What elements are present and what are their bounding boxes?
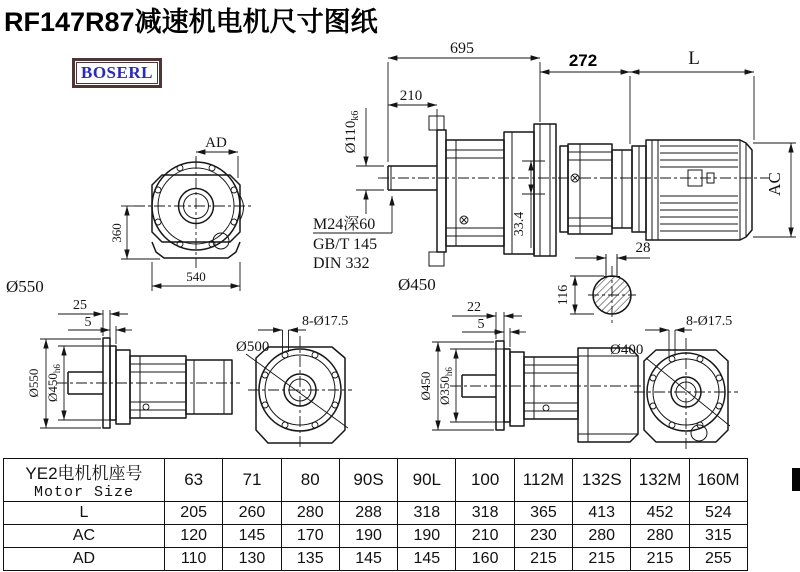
spigot350-value: Ø350 — [437, 376, 452, 405]
table-cell: 205 — [165, 502, 223, 525]
column-header: 132M — [631, 459, 689, 502]
table-cell: 210 — [456, 525, 514, 548]
dim-540-label: 540 — [186, 269, 206, 284]
shaft-dia-tolerance: k6 — [350, 110, 361, 121]
table-cell: 413 — [573, 502, 631, 525]
dim-od550-label: Ø550 — [26, 368, 41, 398]
spigot450-value: Ø450 — [45, 373, 60, 402]
page-title: RF147R87减速机电机尺寸图纸 — [4, 7, 378, 37]
dim-l-label: L — [688, 48, 700, 69]
table-cell: 280 — [573, 525, 631, 548]
column-header: 90S — [339, 459, 397, 502]
table-cell: 130 — [223, 548, 281, 571]
gb-standard-note: GB/T 145 — [313, 236, 378, 253]
column-header: 90L — [398, 459, 456, 502]
table-row — [4, 502, 748, 525]
dim-ac-label: AC — [765, 172, 784, 196]
motor-size-header-en: Motor Size — [33, 484, 134, 501]
table-cell: 135 — [281, 548, 339, 571]
column-header: 71 — [223, 459, 281, 502]
table-cell: 145 — [223, 525, 281, 548]
dim-360-label: 360 — [109, 223, 124, 243]
dim-400-label: Ø400 — [610, 342, 644, 358]
table-body — [4, 502, 748, 571]
spigot450-tolerance: h6 — [52, 364, 62, 374]
dim-spigot450-label — [45, 364, 62, 402]
dim-116-label: 116 — [556, 284, 571, 306]
table-cell: 145 — [398, 548, 456, 571]
table-cell: 260 — [223, 502, 281, 525]
table-cell: 145 — [339, 548, 397, 571]
spigot350-tolerance: h6 — [444, 367, 454, 377]
tap-hole-note: M24深60 — [313, 216, 376, 233]
motor-size-header — [4, 459, 165, 502]
row-label: AC — [4, 525, 165, 548]
table-cell: 524 — [689, 502, 747, 525]
gearbox-side-view — [313, 40, 572, 294]
table-cell: 120 — [165, 525, 223, 548]
table-cell: 280 — [281, 502, 339, 525]
table-cell: 280 — [631, 525, 689, 548]
dim-shaft-dia-label — [343, 111, 361, 154]
dim-ad-label: AD — [205, 135, 227, 151]
table-header-row — [4, 459, 748, 502]
table-cell: 452 — [631, 502, 689, 525]
table-cell: 318 — [456, 502, 514, 525]
shaft-cross-section — [556, 240, 651, 324]
right-edge-mark — [792, 468, 800, 491]
flange-side-view-1 — [26, 298, 240, 428]
dim-5-label: 5 — [477, 317, 485, 332]
table-cell: 255 — [689, 548, 747, 571]
table-cell: 215 — [573, 548, 631, 571]
gearbox-front-view — [6, 135, 252, 296]
table-cell: 230 — [514, 525, 572, 548]
table-cell: 215 — [631, 548, 689, 571]
din-standard-note: DIN 332 — [313, 255, 370, 272]
motor-size-header-cn: YE2电机机座号 — [25, 464, 143, 483]
bolt-holes-label: 8-Ø17.5 — [302, 314, 349, 329]
dim-spigot350-label — [437, 367, 454, 405]
dim-450-label: Ø450 — [398, 275, 436, 294]
motor-size-table — [3, 458, 748, 571]
table-cell: 318 — [398, 502, 456, 525]
gearmotor-side-view — [540, 48, 796, 324]
table-cell: 190 — [339, 525, 397, 548]
table-cell: 160 — [456, 548, 514, 571]
table-cell: 110 — [165, 548, 223, 571]
dim-22-label: 22 — [467, 300, 481, 315]
column-header: 112M — [514, 459, 572, 502]
dim-25-label: 25 — [73, 298, 87, 313]
table-cell: 215 — [514, 548, 572, 571]
column-header: 100 — [456, 459, 514, 502]
table-cell: 365 — [514, 502, 572, 525]
row-label: AD — [4, 548, 165, 571]
dim-334-label: 33.4 — [512, 211, 527, 237]
column-header: 80 — [281, 459, 339, 502]
shaft-dia-value: Ø110 — [343, 120, 359, 154]
row-label: L — [4, 502, 165, 525]
flange-front-view-2 — [610, 314, 738, 450]
column-header: 63 — [165, 459, 223, 502]
dim-5-label: 5 — [84, 315, 92, 330]
dim-210-label: 210 — [399, 88, 423, 104]
table-cell: 170 — [281, 525, 339, 548]
table-cell: 315 — [689, 525, 747, 548]
table-row — [4, 548, 748, 571]
boserl-logo-text: BOSERL — [76, 62, 158, 84]
table-cell: 190 — [398, 525, 456, 548]
table-cell: 288 — [339, 502, 397, 525]
dim-500-label: Ø500 — [236, 339, 270, 355]
dim-272-label: 272 — [568, 51, 598, 70]
table-row — [4, 525, 748, 548]
dim-550-label: Ø550 — [6, 277, 44, 296]
flange-side-view-2 — [418, 300, 644, 442]
column-header: 160M — [689, 459, 747, 502]
column-header: 132S — [573, 459, 631, 502]
dim-695-label: 695 — [450, 40, 474, 57]
bolt-holes-label: 8-Ø17.5 — [686, 314, 733, 329]
motor-fins — [660, 146, 738, 231]
dim-od450-label: Ø450 — [418, 371, 433, 401]
dim-28-label: 28 — [635, 240, 651, 256]
flange-front-view-1 — [236, 314, 352, 448]
